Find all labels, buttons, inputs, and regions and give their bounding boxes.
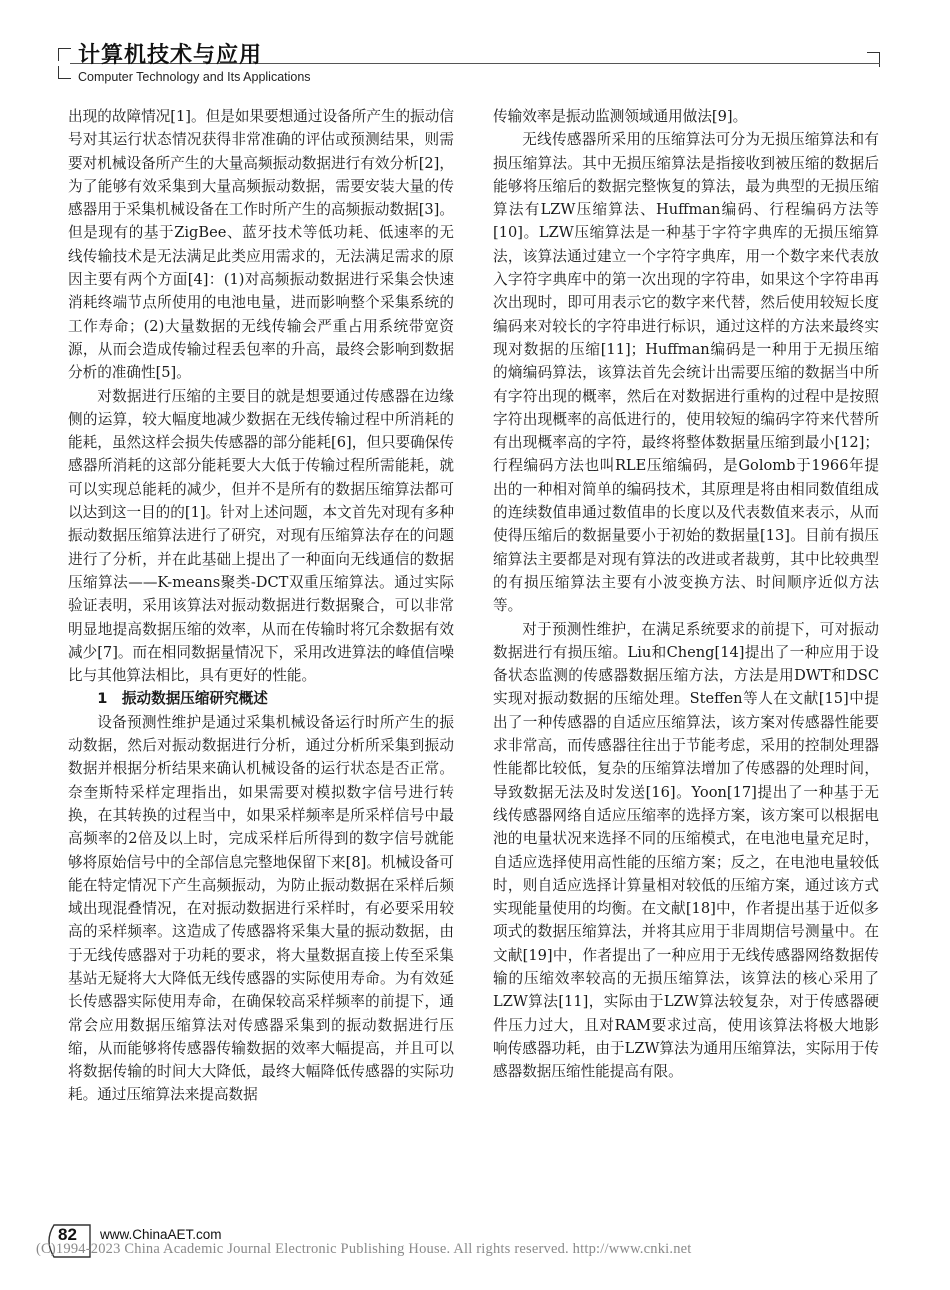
- paragraph: 对于预测性维护，在满足系统要求的前提下，可对振动数据进行有损压缩。Liu和Cheng[14]提出了一种应用于设备状态监测的传感器数据压缩方法，方法是用DWT和DSC实现对振动数据的压缩处理。Steffen等人在文献[15]中提出了一种传感器的自适应压缩算法，该方案对传感器性能要求非常高，而传感器往往出于节能考虑，采用的控制处理器性能都比较低，复杂的压缩算法增加了传感器的处理时间，导致数据无法及时发送[16]。Yoon[17]提出了一种基于无线传感器网络自适应压缩率的选择方案，该方案可以根据电池的电量状况来选择不同的压缩模式，在电池电量充足时，自适应选择使用高性能的压缩方案；反之，在电池电量较低时，则自适应选择计算量相对较低的压缩方案，通过该方式实现能量使用的均衡。在文献[18]中，作者提出基于近似多项式的数据压缩算法，并将其应用于非周期信号测量中。在文献[19]中，作者提出了一种应用于无线传感器网络数据传输的压缩效率较高的无损压缩算法，该算法的核心采用了LZW算法[11]，实际由于LZW算法较复杂，对于传感器硬件压力过大，且对RAM要求过高，使用该算法将极大地影响传感器功耗，由于LZW算法为通用压缩算法，实际用于传感器数据压缩性能提高有限。: [493, 620, 879, 1081]
- left-column: [68, 105, 454, 1107]
- paragraph: 传输效率是振动监测领域通用做法[9]。: [493, 108, 748, 125]
- page-number: 82: [58, 1225, 77, 1244]
- journal-title-en: Computer Technology and Its Applications: [78, 70, 311, 84]
- journal-website[interactable]: www.ChinaAET.com: [100, 1227, 222, 1242]
- header-corner-mark: [58, 48, 71, 61]
- journal-title-cn: 计算机技术与应用: [78, 43, 263, 68]
- header-corner-mark: [867, 52, 880, 67]
- section-heading: 1 振动数据压缩研究概述: [97, 690, 268, 708]
- right-column: [493, 105, 879, 1083]
- copyright-watermark: (C)1994-2023 China Academic Journal Electronic Publishing House. All rights reserved. http://www.cnki.net: [36, 1241, 692, 1257]
- paragraph: 出现的故障情况[1]。但是如果要想通过设备所产生的振动信号对其运行状态情况获得非常准确的评估或预测结果，则需要对机械设备所产生的大量高频振动数据进行有效分析[2]，为了能够有效采集到大量高频振动数据，需要安装大量的传感器用于采集机械设备在工作时所产生的高频振动数据[3]。但是现有的基于ZigBee、蓝牙技术等低功耗、低速率的无线传输技术是无法满足此类应用需求的，无法满足需求的原因主要有两个方面[4]：(1)对高频振动数据进行采集会快速消耗终端节点所使用的电池电量，进而影响整个采集系统的工作寿命；(2)大量数据的无线传输会严重占用系统带宽资源，从而会造成传输过程丢包率的升高，最终会影响到数据分析的准确性[5]。: [68, 108, 454, 382]
- paragraph: 对数据进行压缩的主要目的就是想要通过传感器在边缘侧的运算，较大幅度地减少数据在无线传输过程中所消耗的能耗，虽然这样会损失传感器的部分能耗[6]，但只要确保传感器所消耗的这部分能耗要大大低于传输过程所需能耗，就可以实现总能耗的减少，但并不是所有的数据压缩算法都可以达到这一目的的[1]。针对上述问题，本文首先对现有多种振动数据压缩算法进行了研究，对现有压缩算法存在的问题进行了分析，并在此基础上提出了一种面向无线通信的数据压缩算法——K-means聚类-DCT双重压缩算法。通过实际验证表明，采用该算法对振动数据进行数据聚合，可以非常明显地提高数据压缩的效率，从而在传输时将冗余数据有效减少[7]。而在相同数据量情况下，采用改进算法的峰值信噪比与其他算法相比，具有更好的性能。: [68, 387, 454, 685]
- page-footer: [0, 1215, 950, 1290]
- page-header: [0, 0, 950, 90]
- header-corner-mark: [58, 66, 71, 79]
- paragraph: 设备预测性维护是通过采集机械设备运行时所产生的振动数据，然后对振动数据进行分析，通过分析所采集到振动数据并根据分析结果来确认机械设备的运行状态是否正常。奈奎斯特采样定理指出，如果需要对模拟数字信号进行转换，在其转换的过程当中，如果采样频率是所采样信号中最高频率的2倍及以上时，完成采样后所得到的数字信号就能够将原始信号中的全部信息完整地保留下来[8]。机械设备可能在特定情况下产生高频振动，为防止振动数据在采样后频域出现混叠情况，在对振动数据进行采样时，有必要采用较高的采样频率。这造成了传感器将采集大量的振动数据，由于无线传感器对于功耗的要求，将大量数据直接上传至采集基站无疑将大大降低无线传感器的实际使用寿命。为有效延长传感器实际使用寿命，在确保较高采样频率的前提下，通常会应用数据压缩算法对传感器采集到的振动数据进行压缩，从而能够将传感器传输数据的效率大幅提高，并且可以将数据传输的时间大大降低，最终大幅降低传感器的实际功耗。通过压缩算法来提高数据: [68, 713, 454, 1104]
- paragraph: 无线传感器所采用的压缩算法可分为无损压缩算法和有损压缩算法。其中无损压缩算法是指接收到被压缩的数据后能够将压缩后的数据完整恢复的算法，最为典型的无损压缩算法有LZW压缩算法、Huffman编码、行程编码方法等[10]。LZW压缩算法是一种基于字符字典库的无损压缩算法，该算法通过建立一个字符字典库，用一个数字来代表放入字符字典库中的第一次出现的字符串，如果这个字符串再次出现时，即可用表示它的数字来代替，然后使用较短长度编码来对较长的字符串进行标识，通过这样的方法来最终实现对数据的压缩[11]；Huffman编码是一种用于无损压缩的熵编码算法，该算法首先会统计出需要压缩的数据当中所有字符出现的概率，然后在对数据进行重构的过程中是按照字符出现概率的高低进行的，使用较短的编码字符来代替所有出现概率高的字符，最终将整体数据量压缩到最小[12]；行程编码方法也叫RLE压缩编码，是Golomb于1966年提出的一种相对简单的编码技术，其原理是将由相同数值组成的连续数值串通过数值串的长度以及代表数值来表示，从而使得压缩后的数据量要小于初始的数据量[13]。目前有损压缩算法主要都是对现有算法的改进或者裁剪，其中比较典型的有损压缩算法主要有小波变换方法、时间顺序近似方法等。: [493, 131, 879, 615]
